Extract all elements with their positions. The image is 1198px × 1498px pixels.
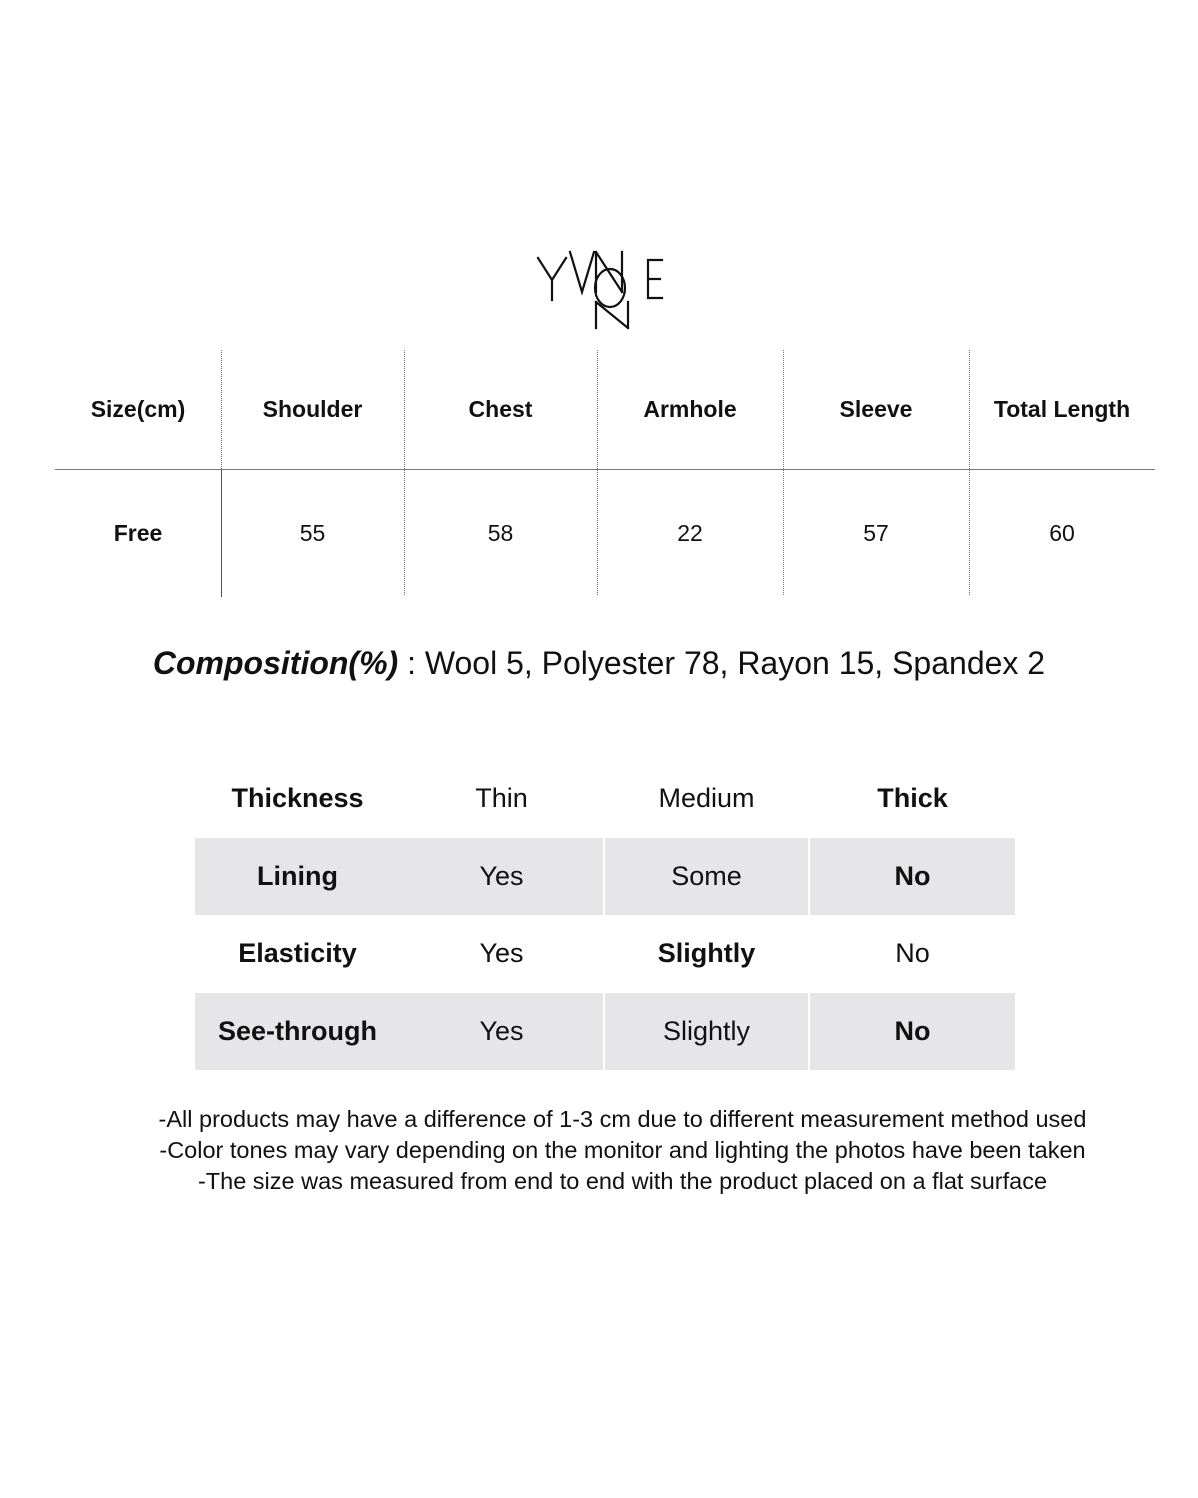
size-table-cell: 60: [1049, 520, 1075, 546]
composition-line: [0, 645, 1198, 682]
size-table-column: [404, 350, 597, 598]
size-table-header: Chest: [468, 396, 533, 422]
size-table-column: [55, 350, 221, 598]
fabric-option: Yes: [400, 993, 603, 1071]
fabric-option: No: [895, 938, 930, 968]
size-table-header: Total Length: [993, 396, 1131, 422]
size-table-row-label: Free: [113, 520, 163, 546]
size-table: [55, 350, 1155, 598]
fabric-row: [195, 760, 1015, 838]
size-table-header: Armhole: [643, 396, 737, 422]
fabric-option: Slightly: [605, 993, 808, 1071]
composition-value: Wool 5, Polyester 78, Rayon 15, Spandex 2: [424, 645, 1046, 681]
fabric-option-selected: Thick: [877, 783, 948, 813]
size-table-cell: 55: [299, 520, 326, 546]
disclaimer-note: -Color tones may vary depending on the monitor and lighting the photos have been taken: [159, 1137, 1086, 1163]
fabric-option: Yes: [400, 838, 603, 916]
disclaimer-notes: [0, 1104, 1198, 1197]
size-table-column: [597, 350, 783, 598]
fabric-row-label: See-through: [195, 993, 400, 1071]
fabric-option-selected: Slightly: [657, 938, 756, 968]
fabric-option-selected: No: [810, 993, 1015, 1071]
fabric-option: Medium: [658, 783, 755, 813]
fabric-row: [195, 915, 1015, 993]
size-table-cell: 22: [677, 520, 703, 546]
brand-logo-mark: [530, 240, 680, 335]
fabric-row: [195, 993, 1015, 1071]
fabric-row-label: Lining: [195, 838, 400, 916]
disclaimer-note: -All products may have a difference of 1-3 cm due to different measurement method used: [158, 1106, 1087, 1132]
fabric-properties-table: [195, 760, 1015, 1070]
size-table-column: [969, 350, 1155, 598]
size-table-column: [783, 350, 969, 598]
fabric-row: [195, 838, 1015, 916]
fabric-row-label: Thickness: [231, 783, 364, 813]
size-table-header: Shoulder: [262, 396, 363, 422]
composition-separator: :: [398, 645, 425, 681]
composition-label: Composition(%): [152, 645, 399, 681]
size-table-cell: 57: [863, 520, 889, 546]
size-table-header: Sleeve: [839, 396, 913, 422]
size-table-header: Size(cm): [90, 396, 186, 422]
fabric-row-label: Elasticity: [238, 938, 357, 968]
fabric-option-selected: No: [810, 838, 1015, 916]
fabric-option: Thin: [475, 783, 528, 813]
disclaimer-note: -The size was measured from end to end with the product placed on a flat surface: [197, 1168, 1048, 1194]
brand-logo: [530, 240, 680, 335]
size-table-cell: 58: [487, 520, 514, 546]
size-table-column: [221, 350, 404, 598]
fabric-option: Some: [605, 838, 808, 916]
fabric-option: Yes: [479, 938, 524, 968]
